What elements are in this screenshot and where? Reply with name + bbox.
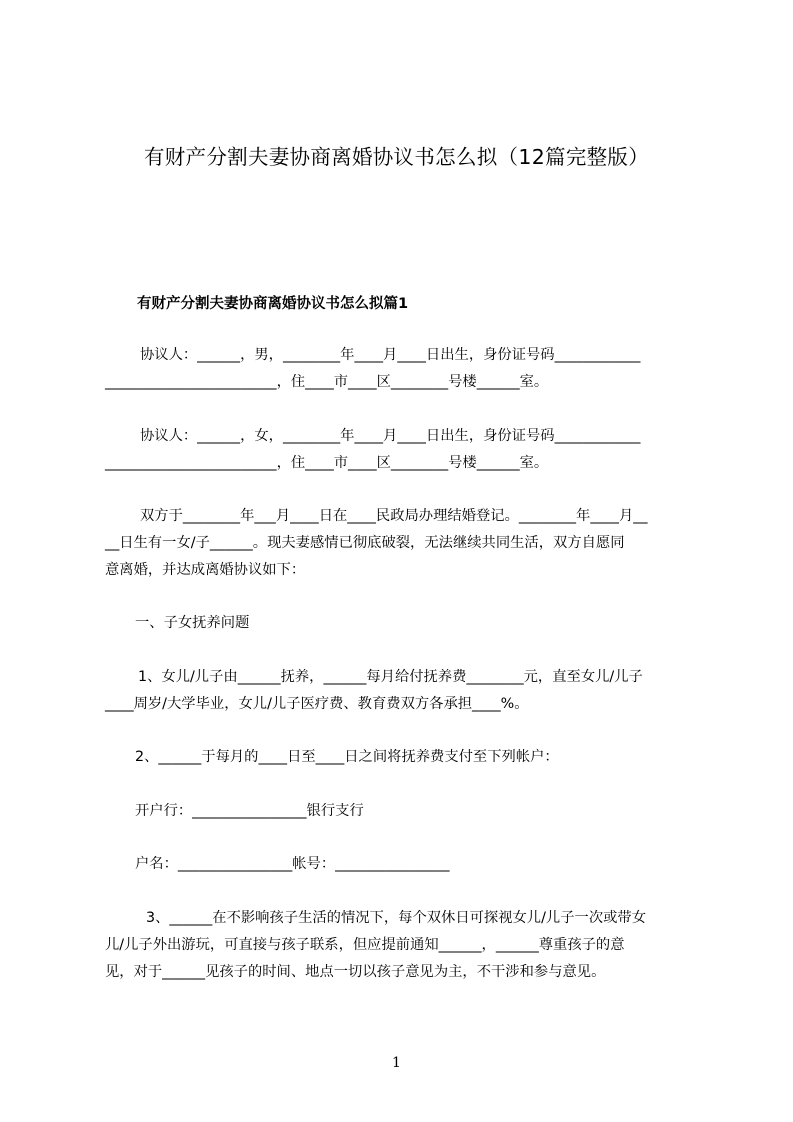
intro-line2: __日生有一女/子______。现夫妻感情已彻底破裂，无法继续共同生活，双方自愿同 [105, 535, 625, 551]
item1-line1: 1、女儿/儿子由______抚养，______每月给付抚养费________元，直至女儿/儿子 [138, 669, 643, 685]
section-title: 有财产分割夫妻协商离婚协议书怎么拟篇1 [137, 296, 409, 312]
document-title: 有财产分割夫妻协商离婚协议书怎么拟（12篇完整版） [143, 145, 650, 169]
bank-line: 开户行：________________银行支行 [135, 803, 364, 819]
party1-line2: ________________________，住____市____区________号楼______室。 [105, 374, 549, 390]
heading-child-support: 一、子女抚养问题 [135, 615, 250, 631]
intro-line1: 双方于________年___月____日在____民政局办理结婚登记。________年____月__ [140, 508, 648, 524]
page-number: 1 [392, 1055, 401, 1071]
item1-line2: ____周岁/大学毕业，女儿/儿子医疗费、教育费双方各承担____%。 [105, 696, 529, 712]
item3-line1: 3、______在不影响孩子生活的情况下，每个双休日可探视女儿/儿子一次或带女 [146, 910, 647, 926]
item3-line2: 儿/儿子外出游玩，可直接与孩子联系，但应提前通知______，______尊重孩子的意 [105, 937, 625, 953]
item2-line: 2、______于每月的____日至____日之间将抚养费支付至下列帐户： [135, 749, 559, 765]
party2-line1: 协议人：______，女，________年____月____日出生，身份证号码____________ [140, 428, 641, 444]
account-line: 户名：________________帐号：________________ [135, 856, 450, 872]
party1-line1: 协议人：______，男，________年____月____日出生，身份证号码____________ [140, 347, 641, 363]
intro-line3: 意离婚，并达成离婚协议如下： [105, 562, 306, 578]
item3-line3: 见，对于______见孩子的时间、地点一切以孩子意见为主，不干涉和参与意见。 [105, 964, 606, 980]
party2-line2: ________________________，住____市____区________号楼______室。 [105, 455, 549, 471]
